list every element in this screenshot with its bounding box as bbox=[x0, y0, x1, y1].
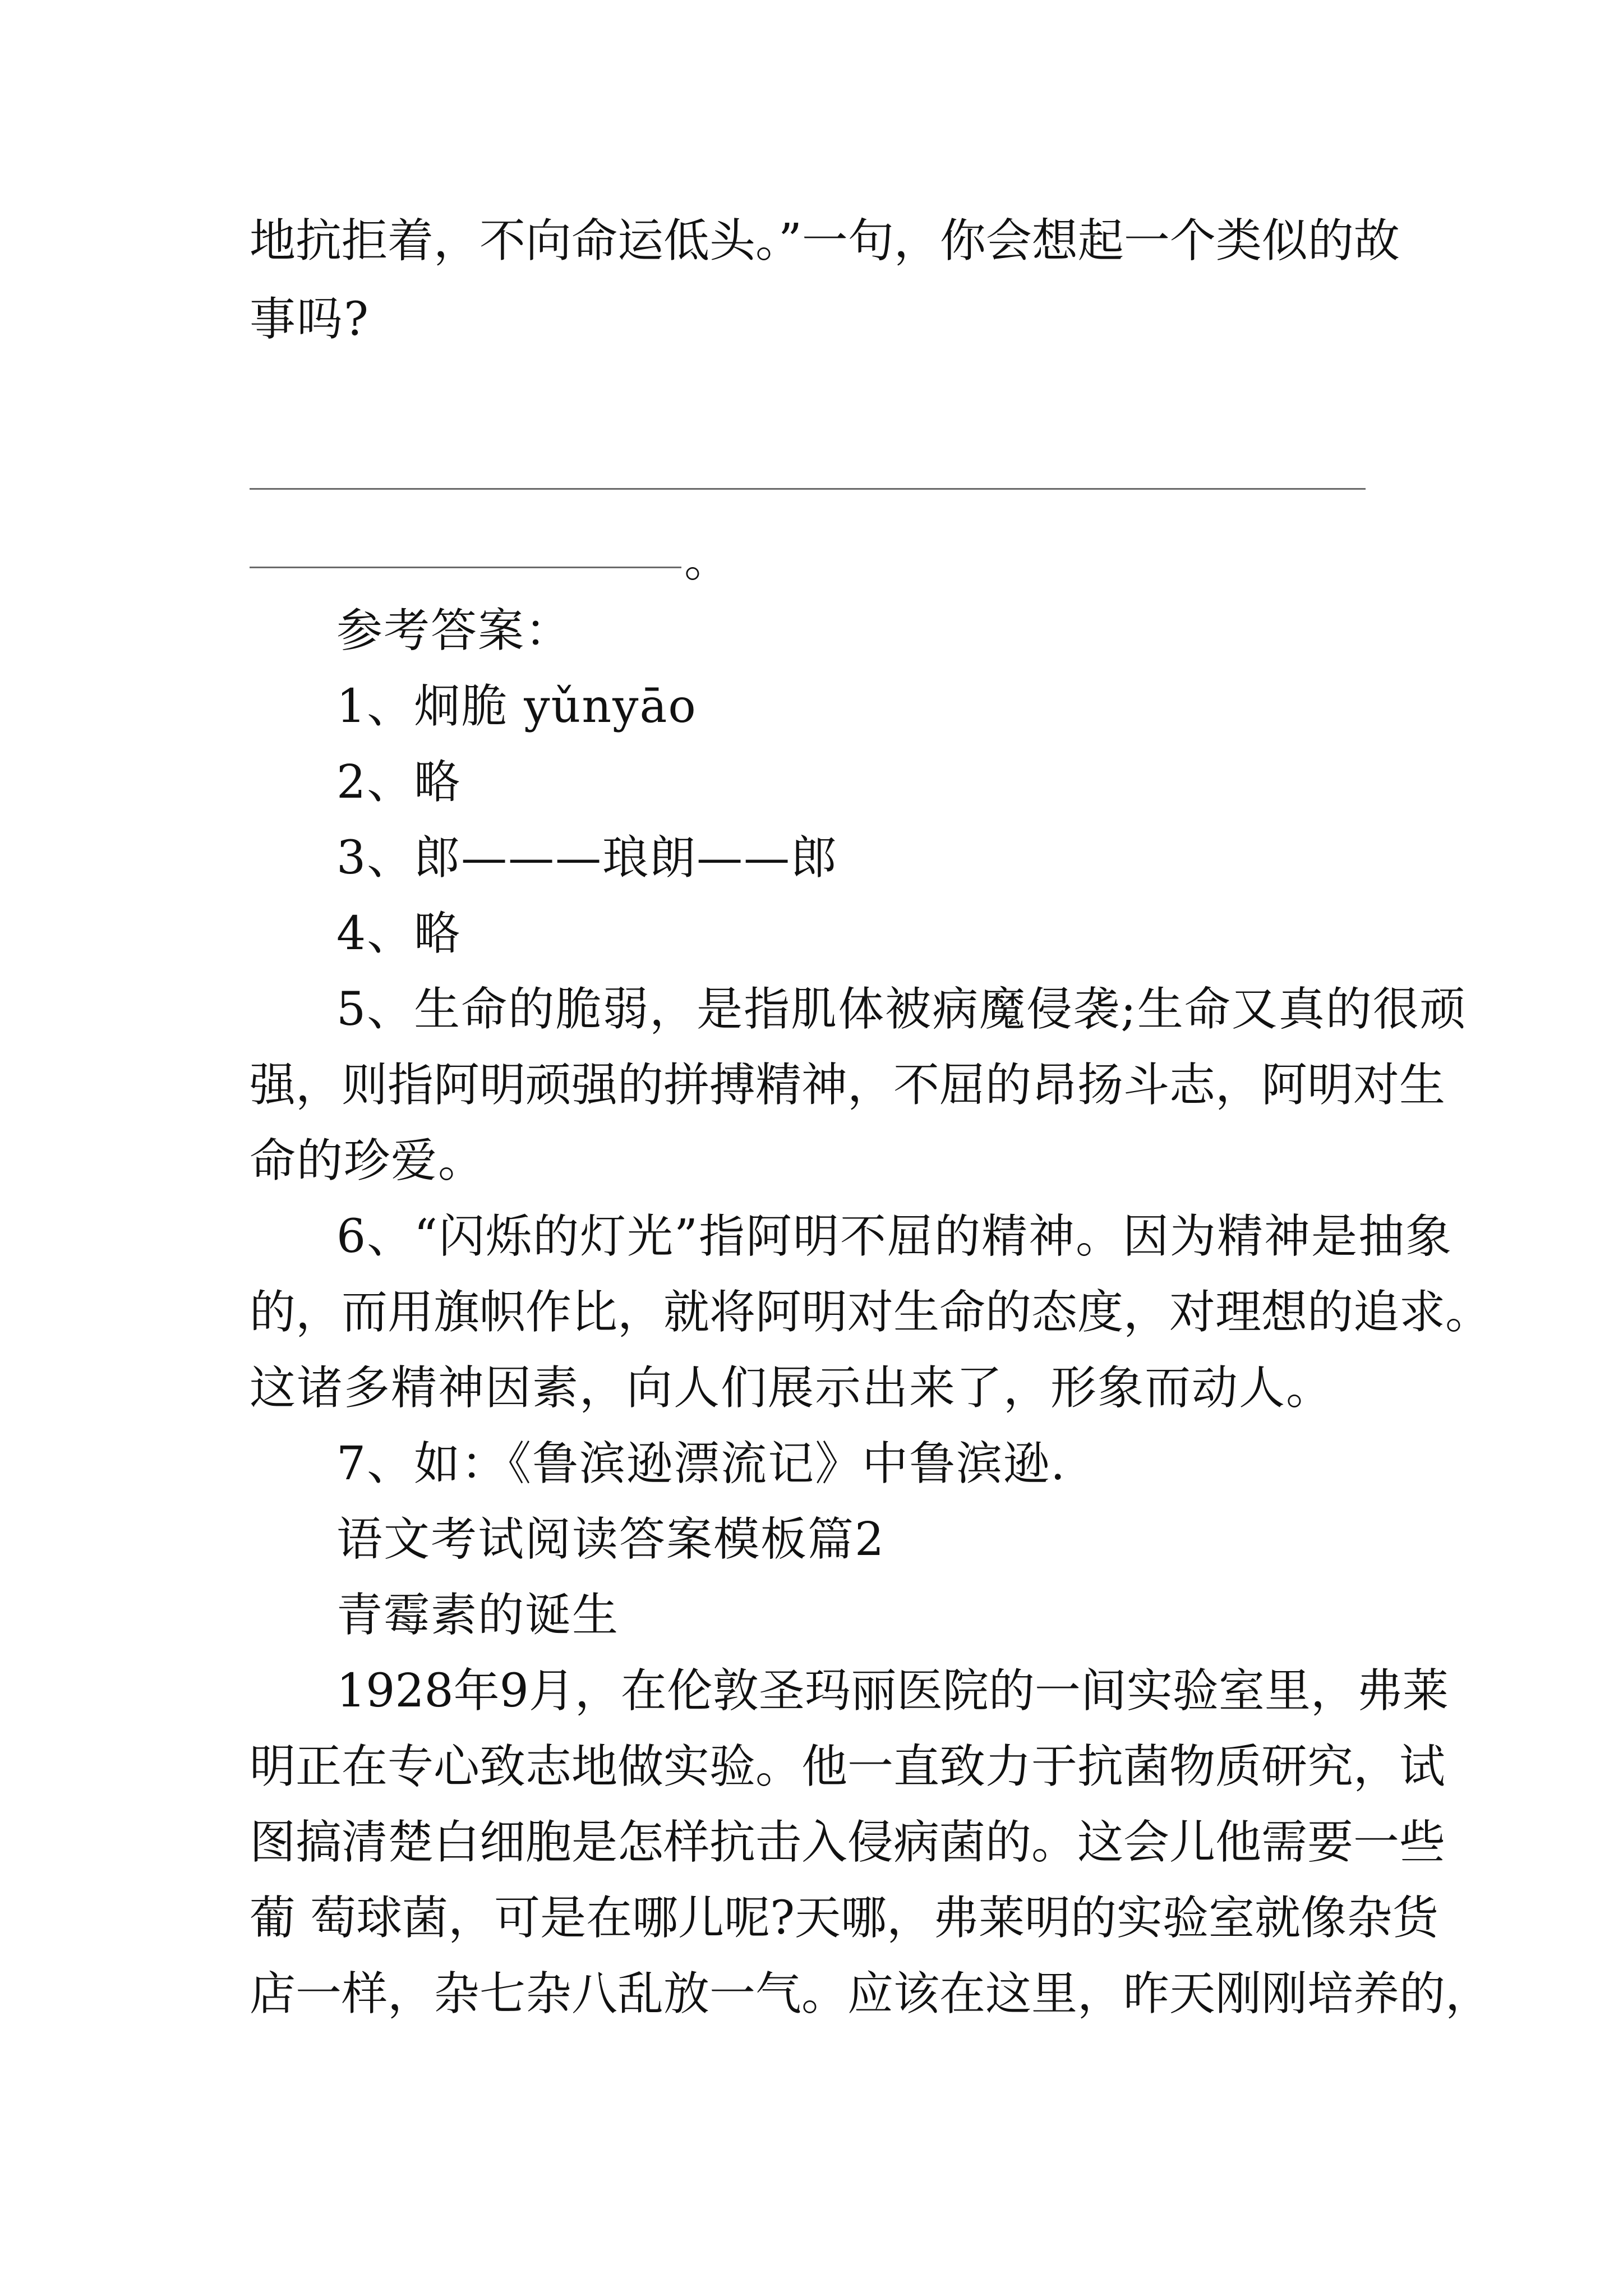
answer-item-continued: 的，而用旗帜作比，就将阿明对生命的态度，对理想的追求。 bbox=[250, 1286, 1492, 1339]
article-paragraph-line: 店一样，杂七杂八乱放一气。应该在这里，昨天刚刚培养的， bbox=[250, 1967, 1492, 2021]
answer-item: 2、略 bbox=[336, 756, 462, 809]
answer-item-continued: 命的珍爱。 bbox=[250, 1134, 486, 1188]
answer-item: 7、如：《鲁滨逊漂流记》中鲁滨逊. bbox=[336, 1437, 1067, 1490]
article-title: 青霉素的诞生 bbox=[336, 1589, 620, 1642]
section-title: 语文考试阅读答案模板篇2 bbox=[336, 1513, 886, 1566]
answer-item-continued: 强，则指阿明顽强的拼搏精神，不屈的昂扬斗志，阿明对生 bbox=[250, 1059, 1446, 1112]
question-text-line: 事吗? bbox=[250, 293, 370, 346]
answer-blank-line bbox=[250, 567, 681, 568]
article-paragraph-line: 明正在专心致志地做实验。他一直致力于抗菌物质研究，试 bbox=[250, 1740, 1446, 1793]
answer-heading: 参考答案： bbox=[336, 604, 573, 657]
answer-item: 6、“闪烁的灯光”指阿明不屈的精神。因为精神是抽象 bbox=[336, 1210, 1453, 1263]
answer-blank-end: 。 bbox=[684, 534, 731, 587]
article-paragraph-line: 图搞清楚白细胞是怎样抗击入侵病菌的。这会儿他需要一些 bbox=[250, 1816, 1446, 1869]
article-paragraph-line: 葡 萄球菌，可是在哪儿呢?天哪，弗莱明的实验室就像杂货 bbox=[250, 1892, 1439, 1945]
answer-item: 3、郎———琅朗——郎 bbox=[336, 831, 838, 885]
answer-item: 4、略 bbox=[336, 907, 462, 960]
answer-item-continued: 这诸多精神因素，向人们展示出来了，形象而动人。 bbox=[250, 1361, 1334, 1415]
article-paragraph-line: 1928年9月，在伦敦圣玛丽医院的一间实验室里，弗莱 bbox=[336, 1664, 1449, 1718]
answer-item: 5、生命的脆弱，是指肌体被病魔侵袭;生命又真的很顽 bbox=[336, 983, 1467, 1036]
question-text-line: 地抗拒着，不向命运低头。”一句，你会想起一个类似的故 bbox=[250, 214, 1400, 268]
answer-blank-line bbox=[250, 488, 1366, 490]
answer-item: 1、炯脆 yǔnyāo bbox=[336, 680, 697, 733]
